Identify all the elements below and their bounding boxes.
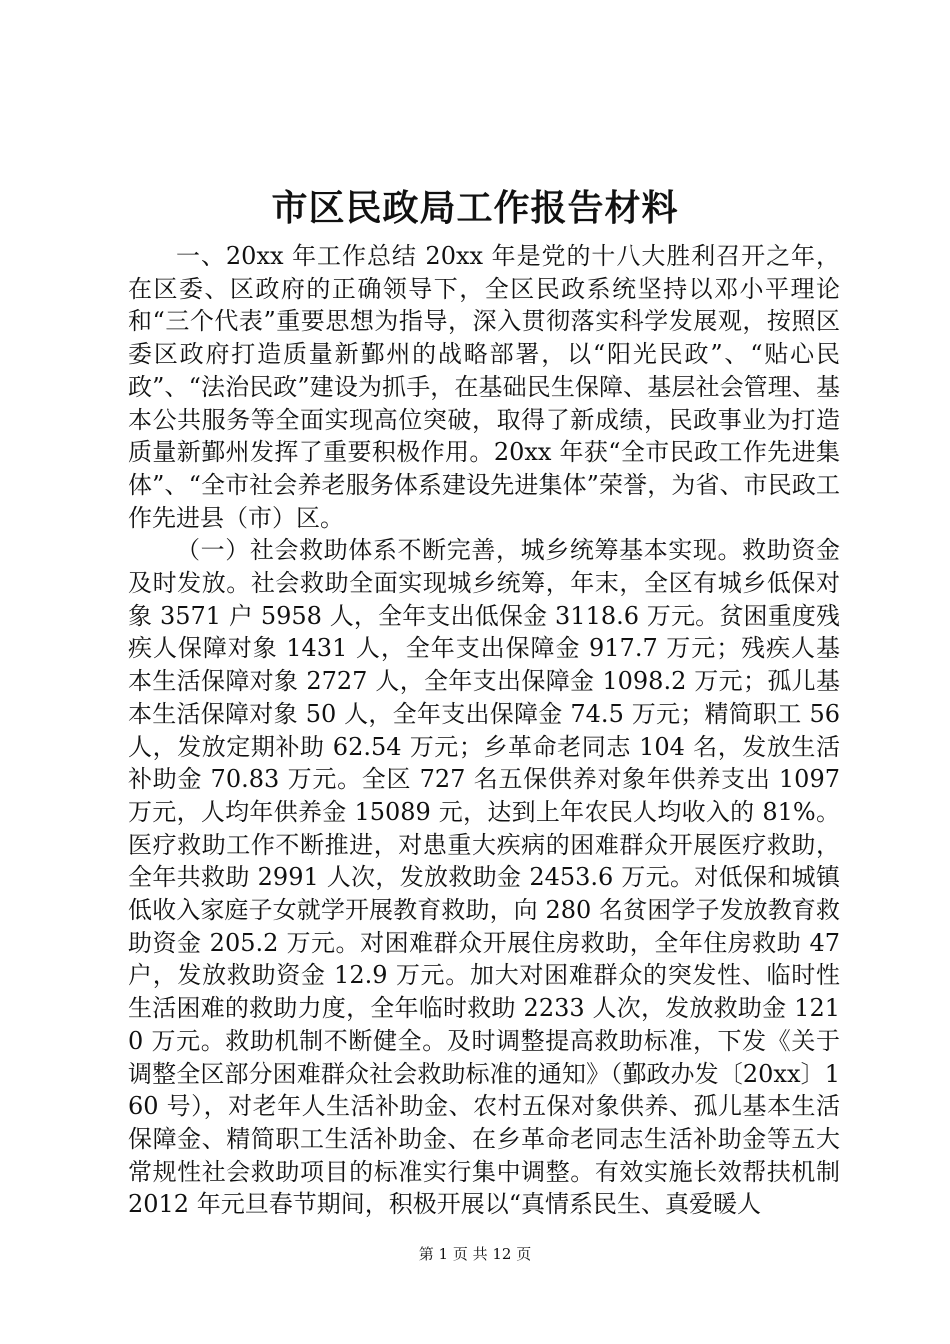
page-number-footer: 第 1 页 共 12 页 xyxy=(418,1245,532,1263)
paragraph-work-summary: 一、20xx 年工作总结 20xx 年是党的十八大胜利召开之年，在区委、区政府的正确领导下，全区民政系统坚持以邓小平理论和“三个代表”重要思想为指导，深入贯彻落实科学发展观，按照区委区政府打造质量新鄞州的战略部署，以“阳光民政”、“贴心民政”、“法治民政”建设为抓手，在基础民生保障、基层社会管理、基本公共服务等全面实现高位突破，取得了新成绩，民政事业为打造质量新鄞州发挥了重要积极作用。20xx 年获“全市民政工作先进集体”、“全市社会养老服务体系建设先进集体”荣誉，为省、市民政工作先进县（市）区。 xyxy=(128,242,840,532)
document-title: 市区民政局工作报告材料 xyxy=(271,187,679,229)
paragraph-social-assistance: （一）社会救助体系不断完善，城乡统筹基本实现。救助资金及时发放。社会救助全面实现城乡统筹，年末，全区有城乡低保对象 3571 户 5958 人，全年支出低保金 3118.6 万元。贫困重度残疾人保障对象 1431 人，全年支出保障金 917.7 万元；残疾人基本生活保障对象 2727 人，全年支出保障金 1098.2 万元；孤儿基本生活保障对象 50 人，全年支出保障金 74.5 万元；精简职工 56 人，发放定期补助 62.54 万元；乡革命老同志 104 名，发放生活补助金 70.83 万元。全区 727 名五保供养对象年供养支出 1097 万元，人均年供养金 15089 元，达到上年农民人均收入的 81%。医疗救助工作不断推进，对患重大疾病的困难群众开展医疗救助，全年共救助 2991 人次，发放救助金 2453.6 万元。对低保和城镇低收入家庭子女就学开展教育救助，向 280 名贫困学子发放教育救助资金 205.2 万元。对困难群众开展住房救助，全年住房救助 47 户，发放救助资金 12.9 万元。加大对困难群众的突发性、临时性生活困难的救助力度，全年临时救助 2233 人次，发放救助金 1210 万元。救助机制不断健全。及时调整提高救助标准，下发《关于调整全区部分困难群众社会救助标准的通知》（鄞政办发〔20xx〕160 号），对老年人生活补助金、农村五保对象供养、孤儿基本生活保障金、精简职工生活补助金、在乡革命老同志生活补助金等五大常规性社会救助项目的标准实行集中调整。有效实施长效帮扶机制 2012 年元旦春节期间，积极开展以“真情系民生、真爱暖人 xyxy=(128,536,840,1219)
document-body xyxy=(128,240,840,1221)
